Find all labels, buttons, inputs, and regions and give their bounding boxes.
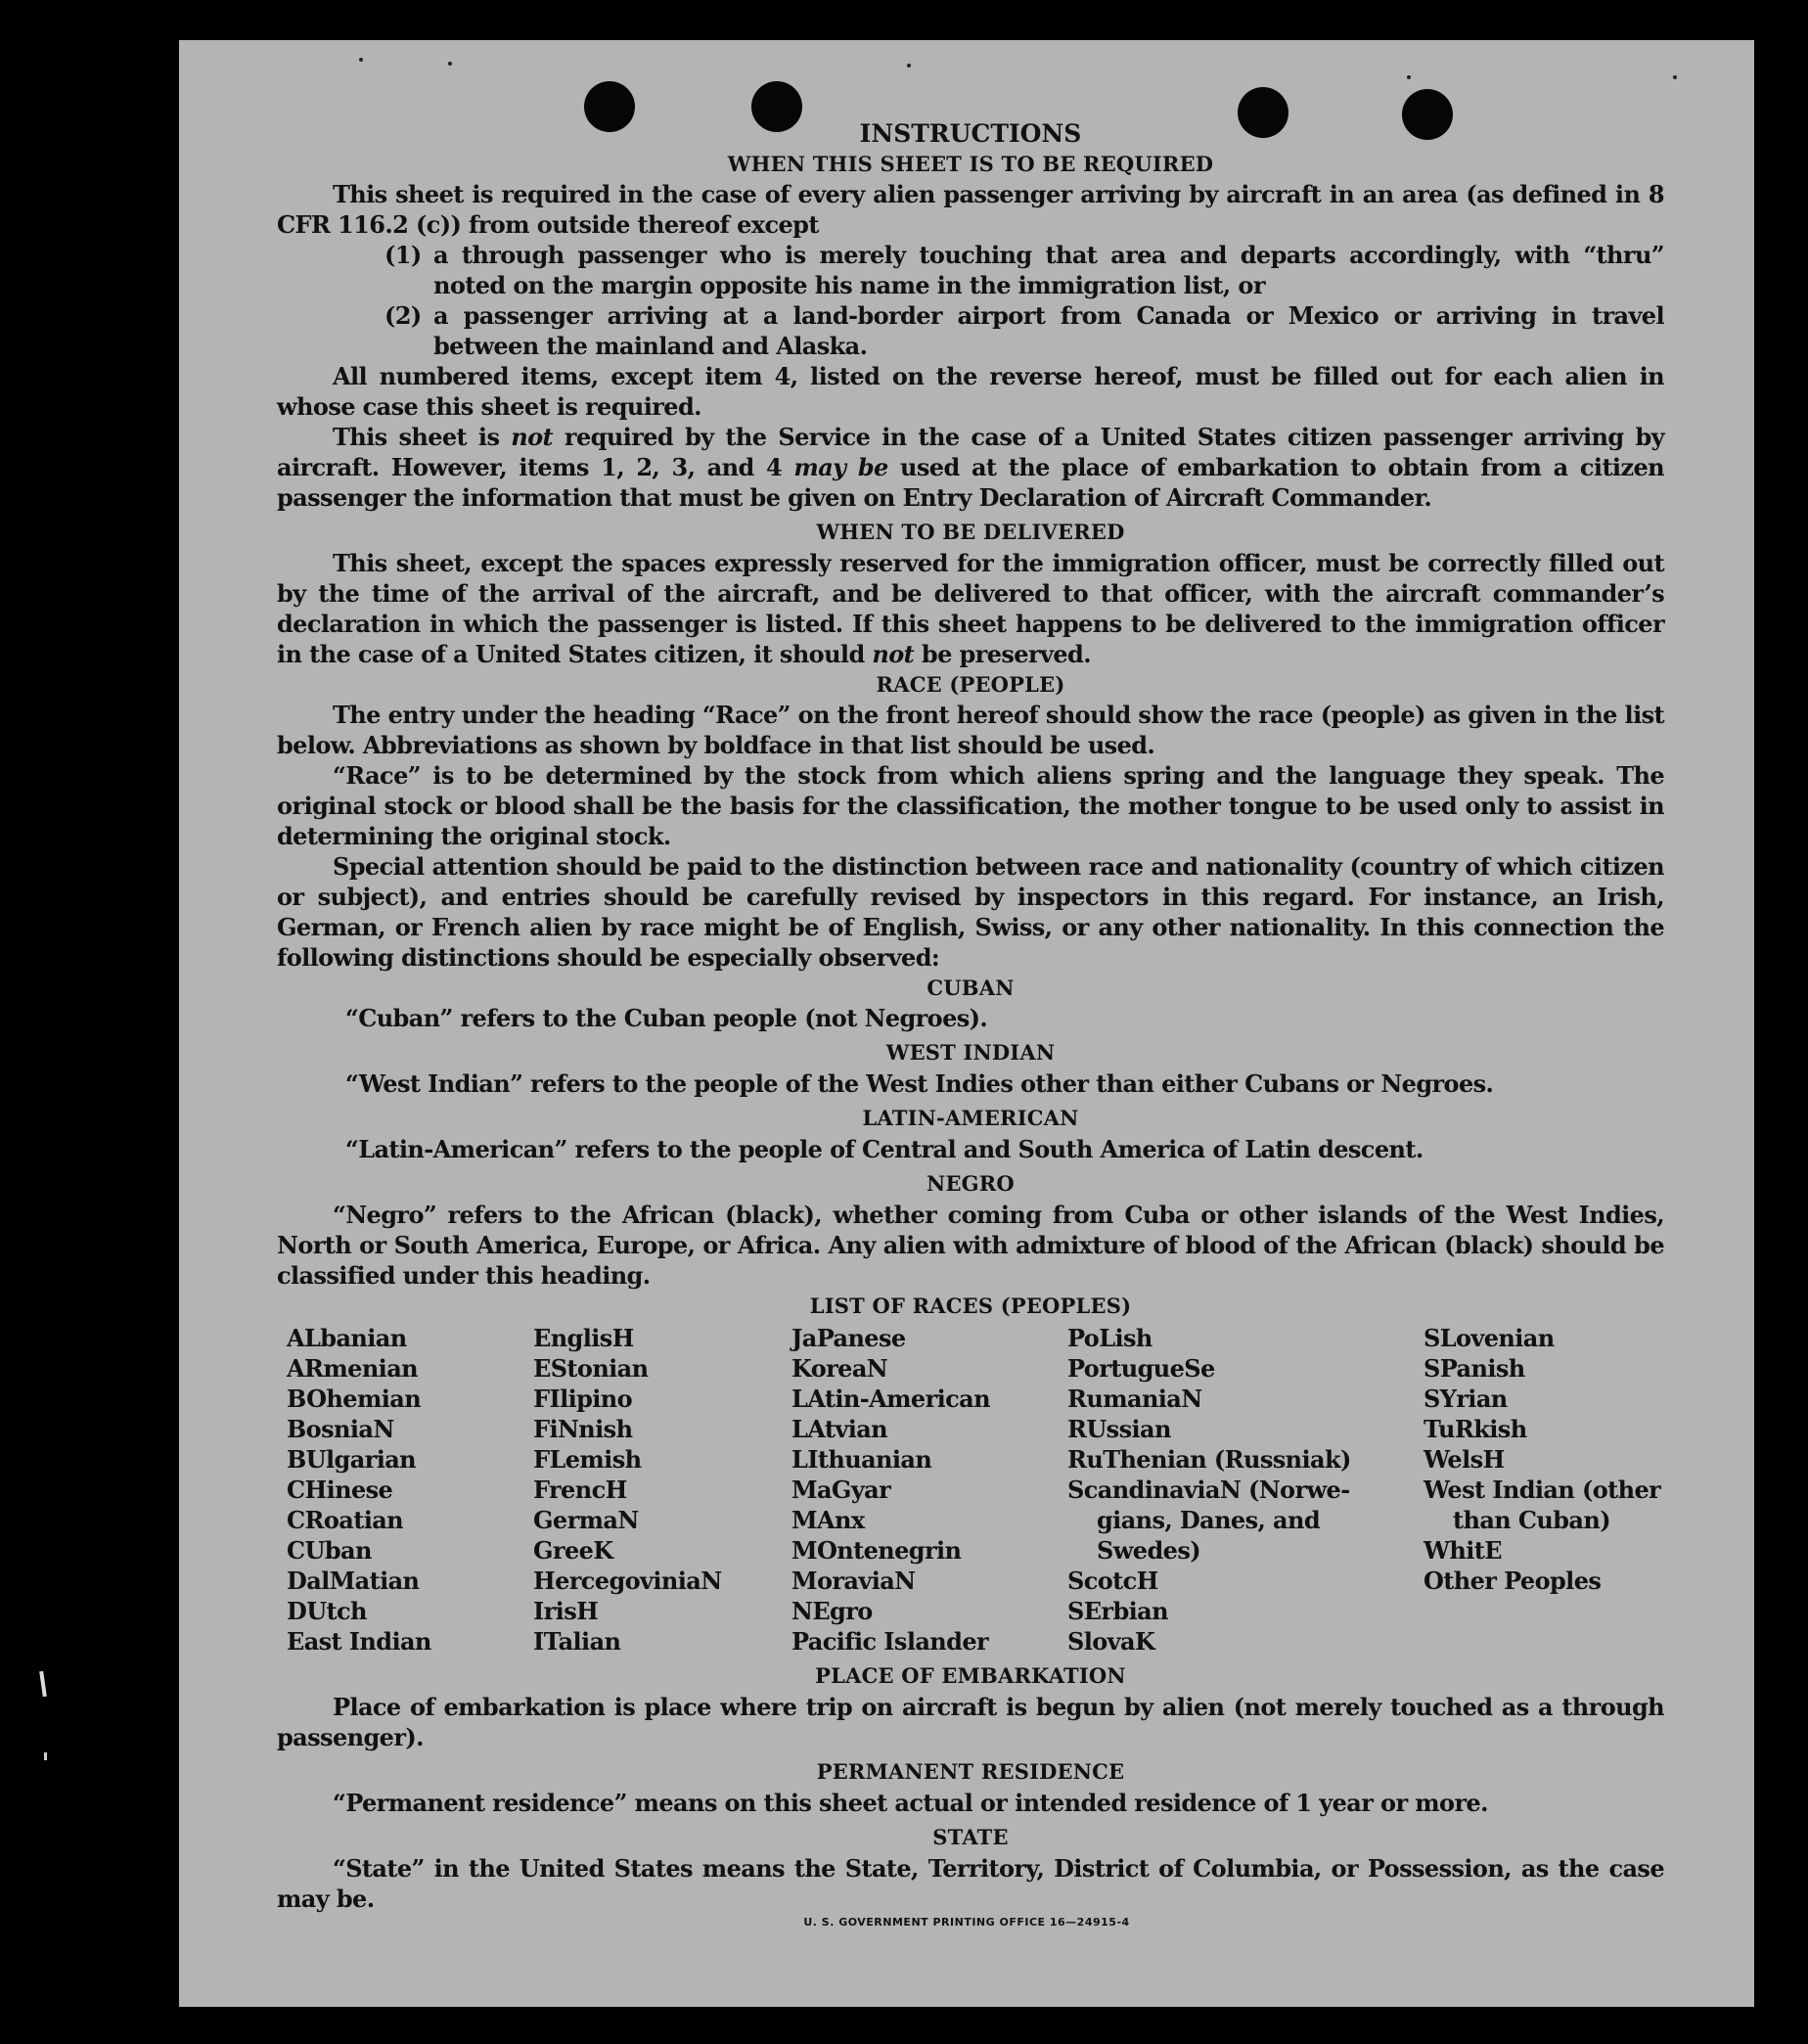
race-entry: BOhemian [287, 1385, 422, 1413]
race-entry: SlovaK [1067, 1627, 1155, 1656]
paragraph: “Race” is to be determined by the stock from which aliens spring and the language they speak. The original stock or blood shall be the basis for the classification, the mother tongue to be used only to assist in determining the original stock. [277, 761, 1664, 850]
race-entry: MaGyar [791, 1476, 891, 1504]
document-page [179, 40, 1754, 2007]
text-run: be preserved. [914, 640, 1091, 668]
text-run-italic: may be [793, 453, 888, 481]
race-entry-continued: than Cuban) [1453, 1506, 1610, 1534]
item-number: (1) [384, 241, 422, 269]
race-entry: RumaniaN [1067, 1385, 1202, 1413]
race-entry: DalMatian [287, 1567, 420, 1595]
race-entry: EStonian [533, 1354, 649, 1383]
race-entry: WelsH [1424, 1445, 1505, 1474]
section-heading-residence: PERMANENT RESIDENCE [816, 1759, 1125, 1784]
exception-item-1 [277, 240, 1664, 300]
text-run-italic: not [872, 640, 915, 668]
race-entry: RUssian [1067, 1415, 1171, 1443]
race-entry: CUban [287, 1536, 372, 1565]
paragraph: This sheet is required in the case of every alien passenger arriving by aircraft in an area (as defined in 8 CFR 116.2 (c)) from outside thereof except [277, 180, 1664, 239]
race-entry: HercegoviniaN [533, 1567, 722, 1595]
speck [1673, 75, 1677, 79]
scan-mark [44, 1752, 47, 1760]
item-text: a through passenger who is merely touching that area and departs accordingly, with “thru” noted on the margin opposite his name in the immigration list, or [433, 241, 1664, 299]
section-heading-when-required: WHEN THIS SHEET IS TO BE REQUIRED [727, 152, 1214, 176]
race-column-5 [1424, 1323, 1678, 1657]
race-entry: SYrian [1424, 1385, 1508, 1413]
race-entry: ScotcH [1067, 1567, 1158, 1595]
race-entry: FrencH [533, 1476, 627, 1504]
paragraph: “Permanent residence” means on this sheet actual or intended residence of 1 year or more. [333, 1789, 1488, 1817]
race-column-2 [533, 1323, 791, 1657]
text-run: This sheet, except the spaces expressly reserved for the immigration officer, must be correctly filled out by the time of the arrival of the aircraft, and be delivered to that officer, with the aircraft commander’s declaration in which the passenger is listed. If this sheet happens to be delivered to the immigration officer in the case of a United States citizen, it should [277, 549, 1664, 668]
text-run: required by the Service in the case of a United States citizen passenger arriving by aircraft. However, items 1, 2, 3, and 4 [277, 423, 1664, 481]
race-entry: MAnx [791, 1506, 865, 1534]
paragraph: “Latin-American” refers to the people of Central and South America of Latin descent. [345, 1135, 1424, 1163]
speck [907, 64, 911, 68]
paragraph: “Cuban” refers to the Cuban people (not Negroes). [345, 1004, 988, 1032]
paragraph: “West Indian” refers to the people of the West Indies other than either Cubans or Negroes. [345, 1069, 1494, 1098]
section-heading-state: STATE [932, 1825, 1009, 1849]
race-entry: KoreaN [791, 1354, 888, 1383]
race-entry: ARmenian [287, 1354, 418, 1383]
race-entry: PortugueSe [1067, 1354, 1215, 1383]
section-heading-race: RACE (PEOPLE) [876, 672, 1065, 697]
speck [1407, 75, 1411, 79]
race-entry: GermaN [533, 1506, 639, 1534]
race-entry: MoraviaN [791, 1567, 916, 1595]
page-title: INSTRUCTIONS [859, 119, 1082, 148]
race-entry: East Indian [287, 1627, 431, 1656]
race-entry: RuThenian (Russniak) [1067, 1445, 1351, 1474]
race-entry: IrisH [533, 1597, 599, 1625]
item-number: (2) [384, 301, 422, 330]
instructions-body [277, 118, 1664, 1914]
race-entry: LAtvian [791, 1415, 888, 1443]
race-entry: BosniaN [287, 1415, 394, 1443]
race-list [287, 1323, 1664, 1657]
race-entry: Other Peoples [1424, 1567, 1602, 1595]
exception-item-2 [277, 300, 1664, 361]
race-entry: ScandinaviaN (Norwe- [1067, 1476, 1350, 1504]
race-entry: LIthuanian [791, 1445, 932, 1474]
scan-mark [39, 1671, 47, 1697]
race-entry-continued: gians, Danes, and [1097, 1506, 1321, 1534]
section-heading-west-indian: WEST INDIAN [885, 1040, 1056, 1065]
printer-imprint: U. S. GOVERNMENT PRINTING OFFICE 16—24915-4 [803, 1916, 1130, 1929]
paragraph: All numbered items, except item 4, listed on the reverse hereof, must be filled out for each alien in whose case this sheet is required. [277, 362, 1664, 421]
paragraph: Place of embarkation is place where trip on aircraft is begun by alien (not merely touched as a through passenger). [277, 1693, 1664, 1751]
race-entry: DUtch [287, 1597, 367, 1625]
paragraph: “Negro” refers to the African (black), whether coming from Cuba or other islands of the West Indies, North or South America, Europe, or Africa. Any alien with admixture of blood of the African (black) should be classified under this heading. [277, 1201, 1664, 1290]
race-entry: PoLish [1067, 1324, 1153, 1352]
race-column-1 [287, 1323, 533, 1657]
race-entry: FLemish [533, 1445, 642, 1474]
race-entry: WhitE [1424, 1536, 1502, 1565]
paragraph: Special attention should be paid to the distinction between race and nationality (country of which citizen or subject), and entries should be carefully revised by inspectors in this regard. For instance, an Irish, German, or French alien by race might be of English, Swiss, or any other nationality. In this connection the following distinctions should be especially observed: [277, 852, 1664, 972]
race-entry: JaPanese [791, 1324, 906, 1352]
race-entry: FIlipino [533, 1385, 633, 1413]
race-entry: SLovenian [1424, 1324, 1555, 1352]
paragraph: The entry under the heading “Race” on the front hereof should show the race (people) as given in the list below. Abbreviations as shown by boldface in that list should be used. [277, 701, 1664, 759]
race-entry: BUlgarian [287, 1445, 417, 1474]
speck [359, 58, 363, 62]
section-heading-cuban: CUBAN [927, 976, 1015, 1000]
race-column-4 [1067, 1323, 1424, 1657]
race-entry: West Indian (other [1424, 1476, 1661, 1504]
race-entry: MOntenegrin [791, 1536, 962, 1565]
text-run: used at the place of embarkation to obtain from a citizen passenger the information that must be given on Entry Declaration of Aircraft Commander. [277, 453, 1664, 512]
race-entry: EnglisH [533, 1324, 634, 1352]
paragraph [277, 548, 1664, 669]
race-entry: SErbian [1067, 1597, 1168, 1625]
section-heading-embarkation: PLACE OF EMBARKATION [815, 1663, 1126, 1688]
section-heading-latin-american: LATIN-AMERICAN [862, 1106, 1079, 1130]
paragraph: “State” in the United States means the State, Territory, District of Columbia, or Possession, as the case may be. [277, 1854, 1664, 1913]
section-heading-when-delivered: WHEN TO BE DELIVERED [816, 520, 1125, 544]
race-entry: GreeK [533, 1536, 613, 1565]
race-entry: FiNnish [533, 1415, 633, 1443]
race-entry: SPanish [1424, 1354, 1525, 1383]
race-entry: LAtin-American [791, 1385, 990, 1413]
race-entry: NEgro [791, 1597, 873, 1625]
item-text: a passenger arriving at a land-border airport from Canada or Mexico or arriving in travel between the mainland and Alaska. [433, 301, 1664, 360]
paragraph [277, 422, 1664, 513]
race-entry-continued: Swedes) [1097, 1536, 1200, 1565]
race-entry: TuRkish [1424, 1415, 1527, 1443]
section-heading-negro: NEGRO [927, 1171, 1015, 1196]
speck [448, 62, 452, 66]
text-run: This sheet is [333, 423, 512, 451]
race-column-3 [791, 1323, 1067, 1657]
race-entry: CHinese [287, 1476, 393, 1504]
race-entry: ITalian [533, 1627, 621, 1656]
race-entry: Pacific Islander [791, 1627, 989, 1656]
race-list-heading: LIST OF RACES (PEOPLES) [809, 1294, 1132, 1318]
race-entry: CRoatian [287, 1506, 404, 1534]
text-run-italic: not [511, 423, 554, 451]
race-entry: ALbanian [287, 1324, 407, 1352]
